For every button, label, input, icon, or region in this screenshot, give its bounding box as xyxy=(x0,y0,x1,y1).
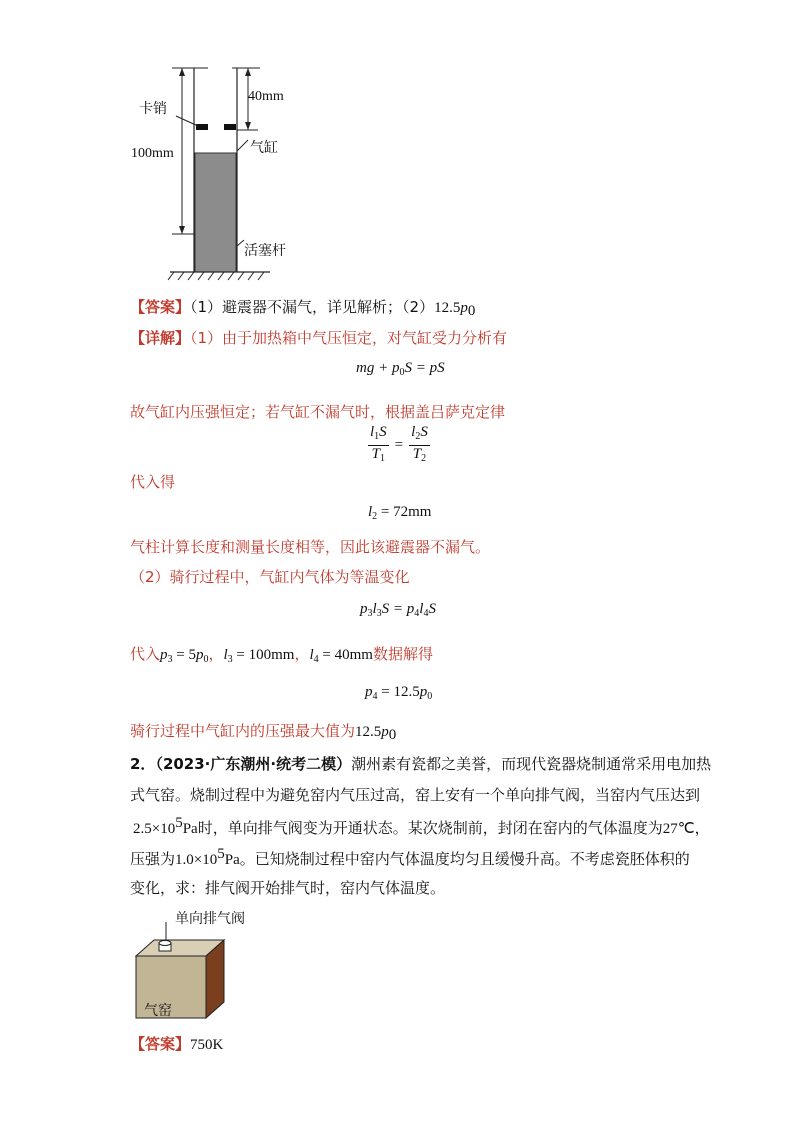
answer-tag: 【答案】 xyxy=(130,1035,191,1053)
detail-1-line5: （2）骑行过程中，气缸内气体为等温变化 xyxy=(130,568,410,586)
label-kiln: 气窑 xyxy=(144,1003,172,1019)
fraction-right: $\frac{l_2S}{T_2}$ xyxy=(411,424,428,464)
detail-1-line6: 代入$p_3 = 5p_0$，$l_3 = 100mm$，$l_4 = 40mm$数据解得 xyxy=(130,645,433,665)
answer-1: 【答案】（1）避震器不漏气，详见解析；$(2)12.5p_0$ xyxy=(130,298,476,319)
answer-tag: 【答案】 xyxy=(130,298,191,316)
equation-force-balance: mg + $p_0S$ = pS xyxy=(356,360,445,378)
question-2-line1: 2．（2023·广东潮州·统考二模）潮州素有瓷都之美誉，而现代瓷器烧制通常采用电加热 xyxy=(130,755,712,773)
answer-1-text: （1）避震器不漏气，详见解析；（2） xyxy=(190,298,435,316)
fraction-left: $\frac{l_1S}{T_1}$ xyxy=(370,424,387,464)
equation-p4: $p_4 = 12.5p_0$ xyxy=(365,684,433,702)
label-100mm: 100mm xyxy=(131,146,174,161)
detail-1-line3: 代入得 xyxy=(130,473,176,491)
question-2-line4: 压强为$1.0\times 10^5Pa$。已知烧制过程中窑内气体温度均匀且缓慢升高。不考虑瓷胚体积的 xyxy=(130,846,690,868)
answer-2 xyxy=(130,1033,223,1054)
question-source: （2023·广东潮州·统考二模） xyxy=(155,755,352,773)
detail-1-line1: 【详解】（1）由于加热箱中气压恒定，对气缸受力分析有 xyxy=(130,329,508,347)
answer-1-value: 12.5 xyxy=(434,300,461,316)
detail-tag: 【详解】 xyxy=(130,329,191,347)
detail-1-line2: 故气缸内压强恒定；若气缸不漏气时，根据盖吕萨克定律 xyxy=(130,403,506,421)
answer-2-value: 750K xyxy=(190,1037,224,1053)
question-2-line2: 式气窑。烧制过程中为避免窑内气压过高，窑上安有一个单向排气阀，当窑内气压达到 xyxy=(130,786,701,804)
label-cylinder: 气缸 xyxy=(250,140,278,156)
label-pin: 卡销 xyxy=(139,101,167,117)
label-40mm: 40mm xyxy=(248,89,284,104)
cylinder-diagram xyxy=(120,60,320,285)
figure-shock-absorber xyxy=(120,60,320,285)
question-2-line5: 变化，求：排气阀开始排气时，窑内气体温度。 xyxy=(130,879,446,897)
label-rod: 活塞杆 xyxy=(244,243,286,259)
equation-l2: $l_2 = 72mm$ xyxy=(368,504,432,522)
question-2-line3: $2.5\times 10^5Pa$时，单向排气阀变为开通状态。某次烧制前，封闭在窑内的气体温度为27℃， xyxy=(133,815,710,837)
detail-1-line7: 骑行过程中气缸内的压强最大值为$12.5p_0$ xyxy=(130,722,397,743)
equation-boyle: $p_3l_3S = p_4l_4S$ xyxy=(360,601,436,619)
question-number: 2． xyxy=(130,755,156,773)
label-valve: 单向排气阀 xyxy=(175,911,245,927)
equation-gay-lussac: $\frac{l_1S}{T_1}$ = $\frac{l_2S}{T_2}$ xyxy=(368,424,430,467)
detail-1-line4: 气柱计算长度和测量长度相等，因此该避震器不漏气。 xyxy=(130,538,491,556)
